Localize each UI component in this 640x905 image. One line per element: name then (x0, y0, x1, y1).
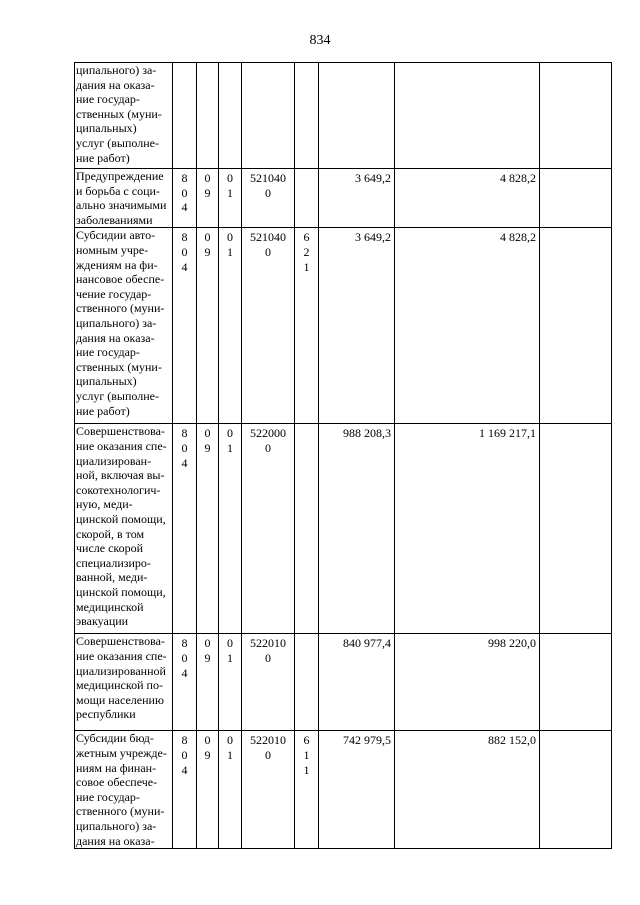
subsection-code: 0 1 (219, 424, 242, 634)
table-row (75, 731, 612, 849)
section-code: 0 9 (197, 228, 219, 424)
table-row (75, 63, 612, 169)
section-code: 0 9 (197, 424, 219, 634)
ministry-code: 8 0 4 (173, 634, 197, 731)
subsection-code: 0 1 (219, 731, 242, 849)
expense-type-code: 6 2 1 (295, 228, 319, 424)
expense-type-code: 6 1 1 (295, 731, 319, 849)
ministry-code: 8 0 4 (173, 169, 197, 228)
row-name: Субсидии авто- номным учре- ждениям на фи- нансовое обеспе- чение государ- ственного (муни- ципального) за- дания на оказа- ние государ- ственных (муни- ципальных) услуг (выполне- ние работ) (75, 228, 173, 424)
target-code: 522010 0 (242, 634, 295, 731)
expense-type-code (295, 63, 319, 169)
empty-cell (540, 169, 612, 228)
section-code (197, 63, 219, 169)
amount-2: 4 828,2 (395, 228, 540, 424)
amount-1: 3 649,2 (319, 228, 395, 424)
table-row (75, 634, 612, 731)
amount-2: 998 220,0 (395, 634, 540, 731)
row-name: Совершенствова- ние оказания спе- циализирован- ной, включая вы- сокотехнологич- ную, меди- цинской помощи, скорой, в том числе скорой специализиро- ванной, меди- цинской помощи, медицинской эвакуации (75, 424, 173, 634)
subsection-code (219, 63, 242, 169)
empty-cell (540, 634, 612, 731)
target-code: 521040 0 (242, 228, 295, 424)
amount-1: 742 979,5 (319, 731, 395, 849)
empty-cell (540, 63, 612, 169)
empty-cell (540, 228, 612, 424)
ministry-code: 8 0 4 (173, 731, 197, 849)
table-row (75, 424, 612, 634)
target-code: 521040 0 (242, 169, 295, 228)
section-code: 0 9 (197, 731, 219, 849)
row-name: Предупреждение и борьба с соци- ально значимыми заболеваниями (75, 169, 173, 228)
page-number: 834 (309, 33, 331, 48)
table-row (75, 169, 612, 228)
row-name: ципального) за- дания на оказа- ние государ- ственных (муни- ципальных) услуг (выполне- ние работ) (75, 63, 173, 169)
target-code (242, 63, 295, 169)
amount-1 (319, 63, 395, 169)
row-name: Совершенствова- ние оказания спе- циализированной медицинской по- мощи населению республики (75, 634, 173, 731)
budget-table (74, 62, 612, 849)
amount-2: 1 169 217,1 (395, 424, 540, 634)
amount-1: 988 208,3 (319, 424, 395, 634)
amount-1: 3 649,2 (319, 169, 395, 228)
amount-2 (395, 63, 540, 169)
amount-2: 882 152,0 (395, 731, 540, 849)
ministry-code (173, 63, 197, 169)
ministry-code: 8 0 4 (173, 228, 197, 424)
ministry-code: 8 0 4 (173, 424, 197, 634)
target-code: 522000 0 (242, 424, 295, 634)
expense-type-code (295, 169, 319, 228)
subsection-code: 0 1 (219, 169, 242, 228)
amount-2: 4 828,2 (395, 169, 540, 228)
expense-type-code (295, 634, 319, 731)
section-code: 0 9 (197, 634, 219, 731)
amount-1: 840 977,4 (319, 634, 395, 731)
empty-cell (540, 424, 612, 634)
table-row (75, 228, 612, 424)
subsection-code: 0 1 (219, 228, 242, 424)
subsection-code: 0 1 (219, 634, 242, 731)
target-code: 522010 0 (242, 731, 295, 849)
row-name: Субсидии бюд- жетным учрежде- ниям на финан- совое обеспече- ние государ- ственного (муни- ципального) за- дания на оказа- (75, 731, 173, 849)
section-code: 0 9 (197, 169, 219, 228)
expense-type-code (295, 424, 319, 634)
empty-cell (540, 731, 612, 849)
